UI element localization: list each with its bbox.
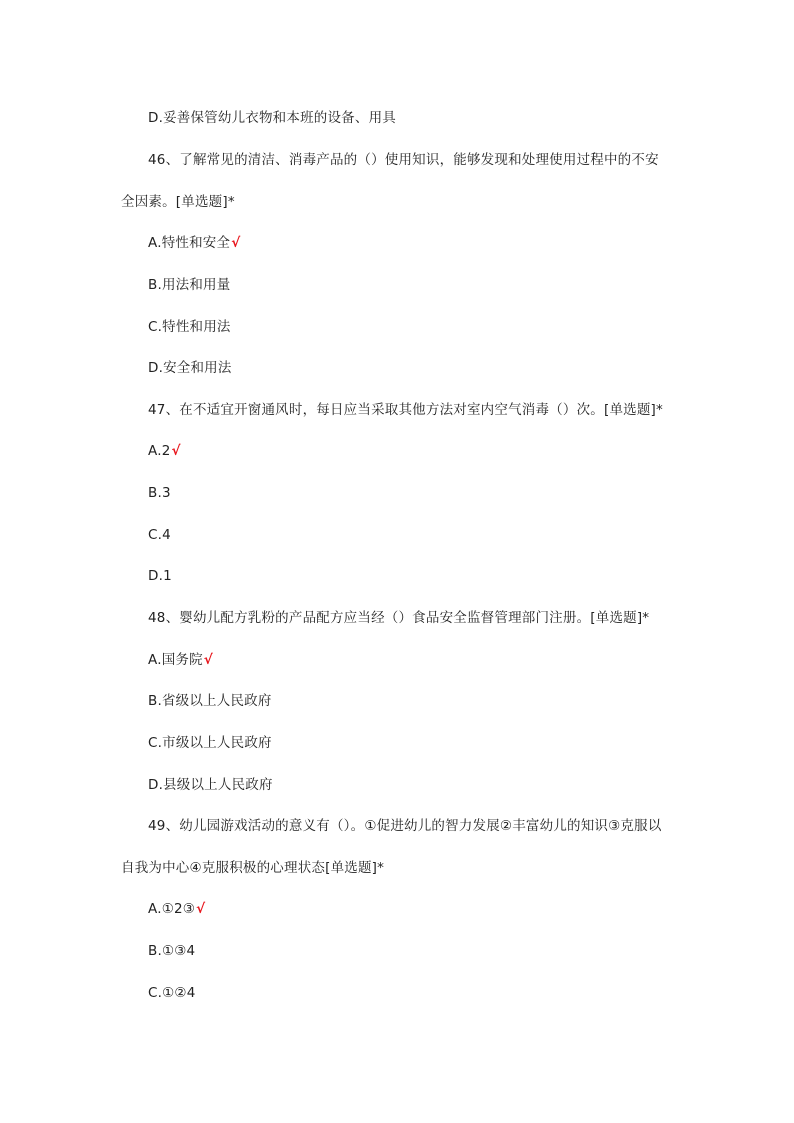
q46-option-c xyxy=(148,317,231,337)
option-label: C.①②4 xyxy=(148,985,196,1001)
correct-check-icon: √ xyxy=(231,235,241,251)
option-label: C.特性和用法 xyxy=(148,319,231,335)
q46-option-d xyxy=(148,358,232,378)
option-label: D.安全和用法 xyxy=(148,360,232,376)
q49-option-a xyxy=(148,899,205,919)
q47-question-text: 47、在不适宜开窗通风时，每日应当采取其他方法对室内空气消毒（）次。[单选题]* xyxy=(148,402,663,418)
q46-option-b xyxy=(148,275,230,295)
q48-option-a xyxy=(148,650,213,670)
q49-option-b xyxy=(148,941,195,961)
option-label: A.①2③ xyxy=(148,901,196,917)
option-label: D.1 xyxy=(148,568,172,584)
q46-option-a xyxy=(148,233,240,253)
option-label: B.①③4 xyxy=(148,943,196,959)
q45-option-d xyxy=(148,108,396,128)
option-label: D.妥善保管幼儿衣物和本班的设备、用具 xyxy=(148,110,396,126)
correct-check-icon: √ xyxy=(196,901,206,917)
option-label: A.2 xyxy=(148,443,171,459)
q49-question-text-cont: 自我为中心④克服积极的心理状态[单选题]* xyxy=(121,860,385,876)
q48-option-b xyxy=(148,691,272,711)
option-label: B.3 xyxy=(148,485,171,501)
q46-question-text: 46、了解常见的清洁、消毒产品的（）使用知识，能够发现和处理使用过程中的不安 xyxy=(148,152,659,168)
correct-check-icon: √ xyxy=(171,443,181,459)
q48-option-c xyxy=(148,733,272,753)
q47-option-a xyxy=(148,441,181,461)
q47-option-c xyxy=(148,525,171,545)
q48-option-d xyxy=(148,775,273,795)
option-label: C.市级以上人民政府 xyxy=(148,735,272,751)
q47-option-d xyxy=(148,566,172,586)
q48-question-text: 48、婴幼儿配方乳粉的产品配方应当经（）食品安全监督管理部门注册。[单选题]* xyxy=(148,610,650,626)
correct-check-icon: √ xyxy=(203,652,214,668)
option-label: A.国务院 xyxy=(148,652,203,668)
q47-option-b xyxy=(148,483,171,503)
q49-question-text: 49、幼儿园游戏活动的意义有（）。①促进幼儿的智力发展②丰富幼儿的知识③克服以 xyxy=(148,818,662,834)
option-label: C.4 xyxy=(148,527,171,543)
q46-question-text-cont: 全因素。[单选题]* xyxy=(121,194,235,210)
q49-option-c xyxy=(148,983,196,1003)
option-label: B.用法和用量 xyxy=(148,277,231,293)
option-label: D.县级以上人民政府 xyxy=(148,777,273,793)
option-label: A.特性和安全 xyxy=(148,235,231,251)
option-label: B.省级以上人民政府 xyxy=(148,693,272,709)
